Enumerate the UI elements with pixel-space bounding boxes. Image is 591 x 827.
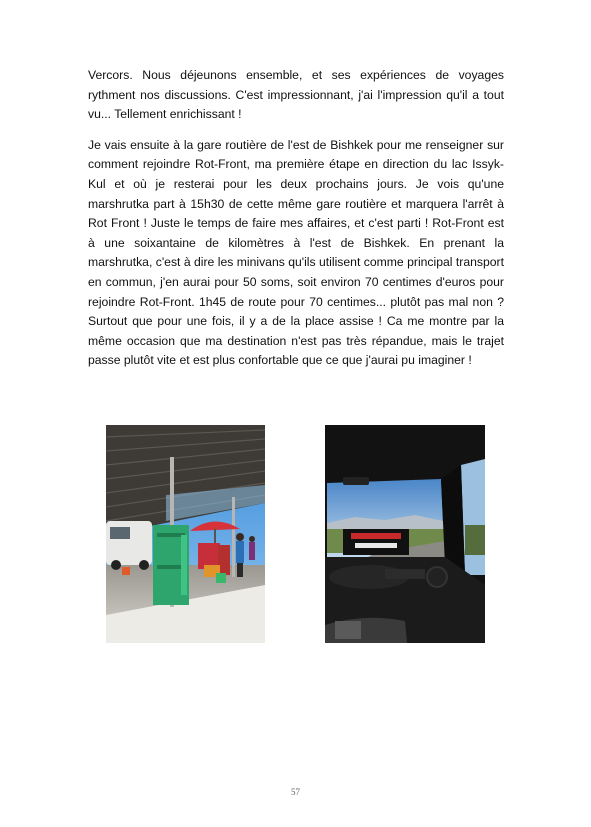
- paragraph-1: Vercors. Nous déjeunons ensemble, et ses expériences de voyages rythment nos discussions. C'est impressionnant, j'ai l'impression qu'il a tout vu... Tellement enrichissant !: [88, 68, 504, 122]
- paragraph-2: Je vais ensuite à la gare routière de l'est de Bishkek pour me renseigner sur comment rejoindre Rot-Front, ma première étape en direction du lac Issyk-Kul et où je resterai pour les deux prochains jours. Je vois qu'une marshrutka part à 15h30 de cette même gare routière et marquera l'arrêt à Rot Front ! Juste le temps de faire mes affaires, et c'est parti ! Rot-Front est à une soixantaine de kilomètres à l'est de Bishkek. En prenant la marshrutka, c'est à dire les minivans qu'ils utilisent comme principal transport en commun, j'en aurai pour 50 soms, soit environ 70 centimes d'euros pour rejoindre Rot-Front. 1h45 de route pour 70 centimes... plutôt pas mal non ? Surtout que pour une fois, il y a de la place assise ! Ca me montre par la même occasion que ma destination n'est pas très répandue, mais le trajet passe plutôt vite et est plus confortable que ce que j'aurai pu imaginer !: [88, 137, 504, 368]
- bus-station-photo: [106, 425, 265, 643]
- page-number: 57: [291, 787, 300, 797]
- minivan-interior-photo: [325, 425, 485, 643]
- body-text: [88, 66, 504, 382]
